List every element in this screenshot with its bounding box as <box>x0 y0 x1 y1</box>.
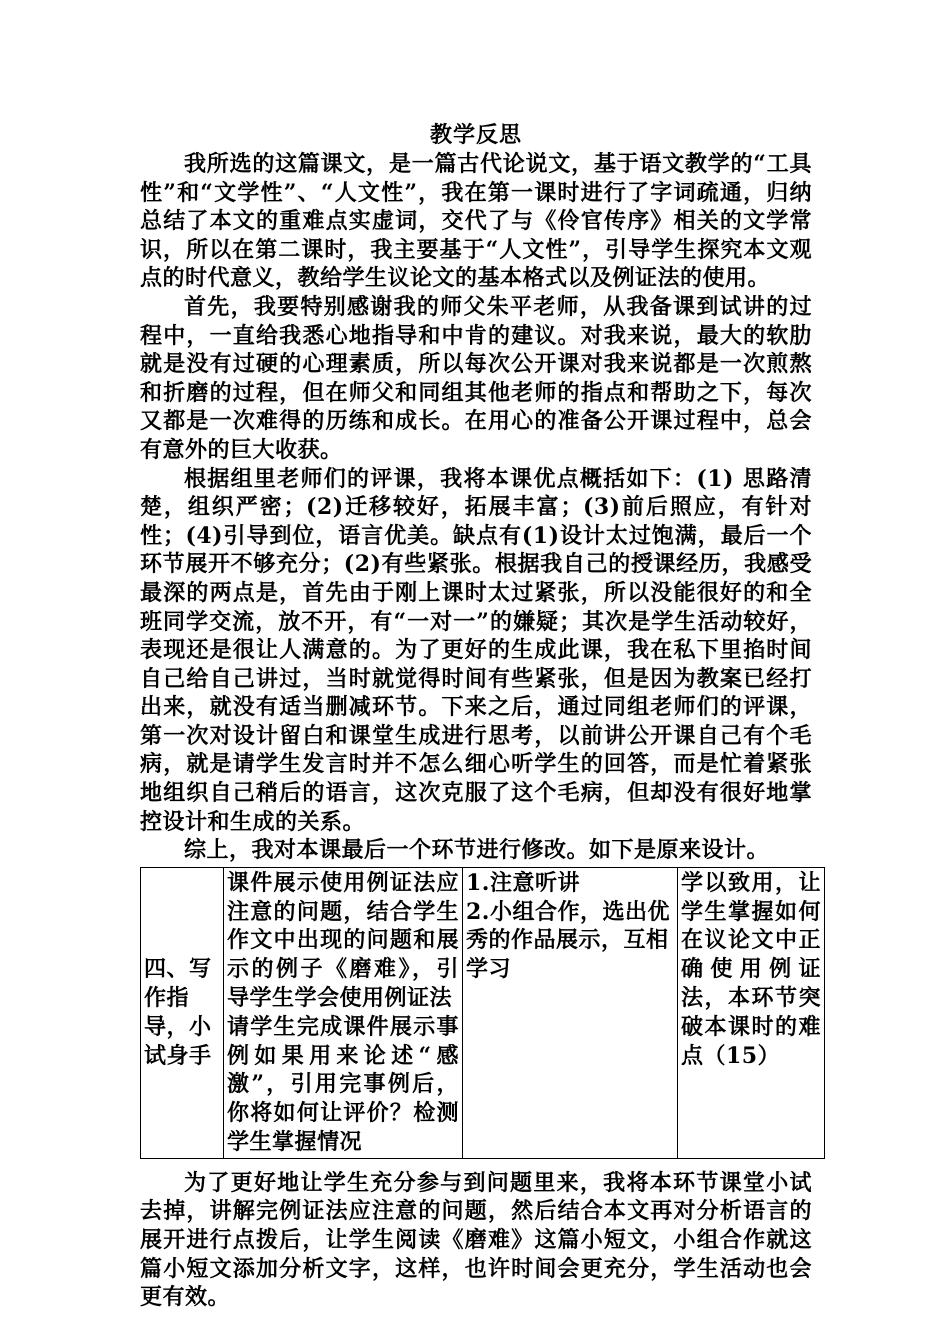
paragraph-summary: 综上，我对本课最后一个环节进行修改。如下是原来设计。 <box>184 837 770 864</box>
content-cell <box>224 867 463 1158</box>
document-page <box>140 120 821 1312</box>
lesson-plan-table <box>140 867 825 1159</box>
paragraph-intro: 我所选的这篇课文，是一篇古代论说文，基于语文教学的“工具性”和“文学性”、“人文性”，我在第一课时进行了字词疏通，归纳总结了本文的重难点实虚词，交代了与《伶官传序》相关的文学常识，所以在第二课时，我主要基于“人文性”，引导学生探究本文观点的时代意义，教给学生议论文的基本格式以及例证法的使用。 <box>140 151 812 292</box>
activities-cell <box>463 867 678 1158</box>
stage-cell: 四、写作指导，小试身手 <box>141 867 224 1158</box>
paragraph-closing: 为了更好地让学生充分参与到问题里来，我将本环节课堂小试去掉，讲解完例证法应注意的问题，然后结合本文再对分析语言的展开进行点拨后，让学生阅读《磨难》这篇小短文，小组合作就这篇小短文添加分析文字，这样，也许时间会更充分，学生活动也会更有效。 <box>140 1169 812 1311</box>
document-title: 教学反思 <box>429 122 522 148</box>
activity-item: 1.注意听讲 <box>466 869 580 896</box>
activity-item: 2.小组合作，选出优秀的作品展示，互相学习 <box>466 898 670 983</box>
paragraph-evaluation: 根据组里老师们的评课，我将本课优点概括如下：(1) 思路清楚，组织严密；(2)迁移较好，拓展丰富；(3)前后照应，有针对性；(4)引导到位，语言优美。缺点有(1)设计太过饱满，最后一个环节展开不够充分；(2)有些紧张。根据我自己的授课经历，我感受最深的两点是，首先由于刚上课时太过紧张，所以没能很好的和全班同学交流，放不开，有“一对一”的嫌疑；其次是学生活动较好，表现还是很让人满意的。为了更好的生成此课，我在私下里掐时间自己给自己讲过，当时就觉得时间有些紧张，但是因为教案已经打出来，就没有适当删减环节。下来之后，通过同组老师们的评课，第一次对设计留白和课堂生成进行思考，以前讲公开课自己有个毛病，就是请学生发言时并不怎么细心听学生的回答，而是忙着紧张地组织自己稍后的语言，这次克服了这个毛病，但却没有很好地掌控设计和生成的关系。 <box>140 465 812 835</box>
content-main: 课件展示使用例证法应注意的问题，结合学生作文中出现的问题和展示的例子《磨难》，引导学生学会使用例证法 <box>227 869 459 1012</box>
table-row <box>141 867 825 1158</box>
purpose-cell: 学以致用，让学生掌握如何在议论文中正确使用例证法，本环节突破本课时的难点（15） <box>678 867 825 1158</box>
content-extra: 请学生完成课件展示事例如果用来论述“感激”，引用完事例后，你将如何让评价？检测学生掌握情况 <box>227 1013 459 1156</box>
paragraph-thanks: 首先，我要特别感谢我的师父朱平老师，从我备课到试讲的过程中，一直给我悉心地指导和中肯的建议。对我来说，最大的软肋就是没有过硬的心理素质，所以每次公开课对我来说都是一次煎熬和折磨的过程，但在师父和同组其他老师的指点和帮助之下，每次又都是一次难得的历练和成长。在用心的准备公开课过程中，总会有意外的巨大收获。 <box>140 293 812 463</box>
